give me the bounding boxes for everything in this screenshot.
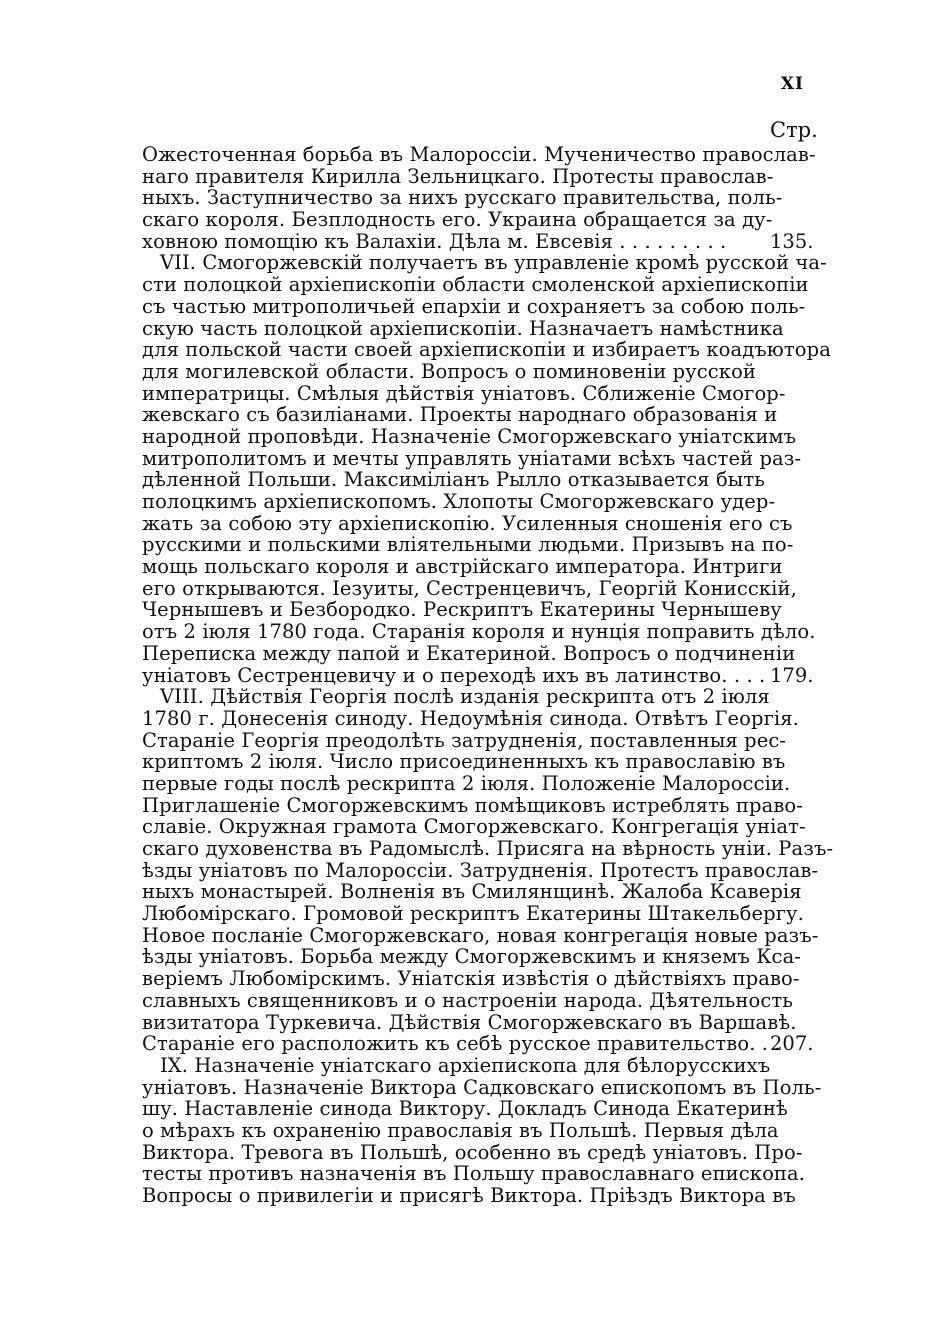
toc-line: отъ 2 іюля 1780 года. Старанія короля и нунція поправить дѣло. [142,620,816,644]
toc-line: ховною помощію къ Валахіи. Дѣла м. Евсевія . . . . . . . . . [142,229,727,253]
toc-line: ныхъ. Заступничество за нихъ русскаго правительства, поль- [142,186,783,210]
toc-line: ныхъ монастырей. Волненія въ Смилянщинѣ. Жалоба Ксаверія [142,880,802,904]
toc-line: визитатора Туркевича. Дѣйствія Смогоржевскаго въ Варшавѣ. [142,1010,797,1034]
toc-line: съ частью митрополичьей епархіи и сохраняетъ за собою поль- [142,294,806,318]
toc-line: уніатовъ. Назначеніе Виктора Садковскаго епископомъ въ Поль- [142,1075,822,1099]
toc-line: ѣзды уніатовъ по Малороссіи. Затрудненія. Протестъ православ- [142,858,819,882]
toc-line: ѣзды уніатовъ. Борьба между Смогоржевскимъ и княземъ Кса- [142,945,801,969]
toc-line: уніатовъ Сестренцевичу и о переходѣ ихъ въ латинство. . . . [142,663,766,687]
toc-line: веріемъ Любомірскимъ. Уніатскія извѣстія о дѣйствіяхъ право- [142,967,800,991]
toc-line: скаго духовенства въ Радомыслѣ. Присяга на вѣрность уніи. Разъ- [142,837,834,860]
toc-line: Новое посланіе Смогоржевскаго, новая конгрегація новые разъ- [142,923,819,947]
toc-line: Вопросы о привилегіи и присягѣ Виктора. Пріѣздъ Виктора въ [142,1184,796,1207]
toc-line: жевскаго съ базиліанами. Проекты народнаго образованія и [142,403,778,427]
toc-line: Ожесточенная борьба въ Малороссіи. Мученичество православ- [142,143,816,166]
toc-line: митрополитомъ и мечты управлять уніатами всѣхъ частей раз- [142,446,802,470]
toc-line: скаго короля. Безплодность его. Украина обращается за ду- [142,208,773,232]
toc-line: VIII. Дѣйствія Георгія послѣ изданія рескрипта отъ 2 іюля [160,685,770,709]
toc-line: народной проповѣди. Назначеніе Смогоржевскаго уніатскимъ [142,424,797,448]
toc-line: первые годы послѣ рескрипта 2 іюля. Положеніе Малороссіи. [142,771,791,795]
toc-line: криптомъ 2 іюля. Число присоединенныхъ къ православію въ [142,750,786,774]
toc-entry-section-9 [142,1053,822,1207]
page-column-label: Стр. [770,118,818,142]
toc-entry-section-8 [142,685,834,1056]
toc-page-reference: 135. [770,229,814,253]
toc-page-reference: 207. [770,1032,814,1056]
toc-line: жать за собою эту архіепископію. Усиленныя сношенія его съ [142,511,793,535]
toc-line: его открываются. Іезуиты, Сестренцевичъ, Георгій Конисскій, [142,576,797,600]
toc-line: Виктора. Тревога въ Польшѣ, особенно въ средѣ уніатовъ. Про- [142,1140,803,1164]
toc-line: тесты противъ назначенія въ Польшу православнаго епископа. [142,1162,806,1186]
toc-line: для польской части своей архіепископіи и избираетъ коадъютора [142,338,831,362]
toc-line: славіе. Окружная грамота Смогоржевскаго. Конгрегація уніат- [142,815,806,839]
toc-line: русскими и польскими вліятельными людьми. Призывъ на по- [142,533,794,557]
toc-line: VII. Смогоржевскій получаетъ въ управленіе кромѣ русской ча- [160,251,827,275]
toc-line: о мѣрахъ къ охраненію православія въ Польшѣ. Первыя дѣла [142,1118,779,1142]
toc-line: Приглашеніе Смогоржевскимъ помѣщиковъ истреблять право- [142,793,803,817]
page-number: XI [780,74,804,94]
toc-line: императрицы. Смѣлыя дѣйствія уніатовъ. Сближеніе Смогор- [142,381,786,405]
toc-line: шу. Наставленіе синода Виктору. Докладъ Синода Екатеринѣ [142,1097,788,1121]
toc-line: IX. Назначеніе уніатскаго архіепископа для бѣлорусскихъ [160,1053,771,1077]
toc-page-reference: 179. [770,663,814,687]
toc-entry-section-6 [142,143,816,253]
toc-line: мощь польскаго короля и австрійскаго императора. Интриги [142,555,783,579]
toc-line: наго правителя Кирилла Зельницкаго. Протесты православ- [142,164,774,188]
toc-line: Любомірскаго. Громовой рескриптъ Екатерины Штакельбергу. [142,902,804,926]
toc-line: скую часть полоцкой архіепископіи. Назначаетъ намѣстника [142,316,784,340]
toc-line: 1780 г. Донесенія синоду. Недоумѣнія синода. Отвѣтъ Георгія. [142,706,799,730]
toc-line: Переписка между папой и Екатериной. Вопросъ о подчиненіи [142,641,796,665]
toc-line: дѣленной Польши. Максиміліанъ Рылло отказывается быть [142,468,766,492]
toc-line: сти полоцкой архіепископіи области смоленской архіепископіи [142,273,809,297]
table-of-contents [142,143,834,1207]
toc-line: Стараніе его расположить къ себѣ русское правительство. . . [142,1032,781,1056]
toc-line: славныхъ священниковъ и о настроеніи народа. Дѣятельность [142,988,793,1012]
toc-entry-section-7 [142,251,831,687]
toc-line: для могилевской области. Вопросъ о поминовеніи русской [142,359,757,383]
toc-line: полоцкимъ архіепископомъ. Хлопоты Смогоржевскаго удер- [142,490,776,513]
toc-line: Стараніе Георгія преодолѣть затрудненія, поставленныя рес- [142,728,787,752]
toc-line: Чернышевъ и Безбородко. Рескриптъ Екатерины Чернышеву [142,598,782,622]
